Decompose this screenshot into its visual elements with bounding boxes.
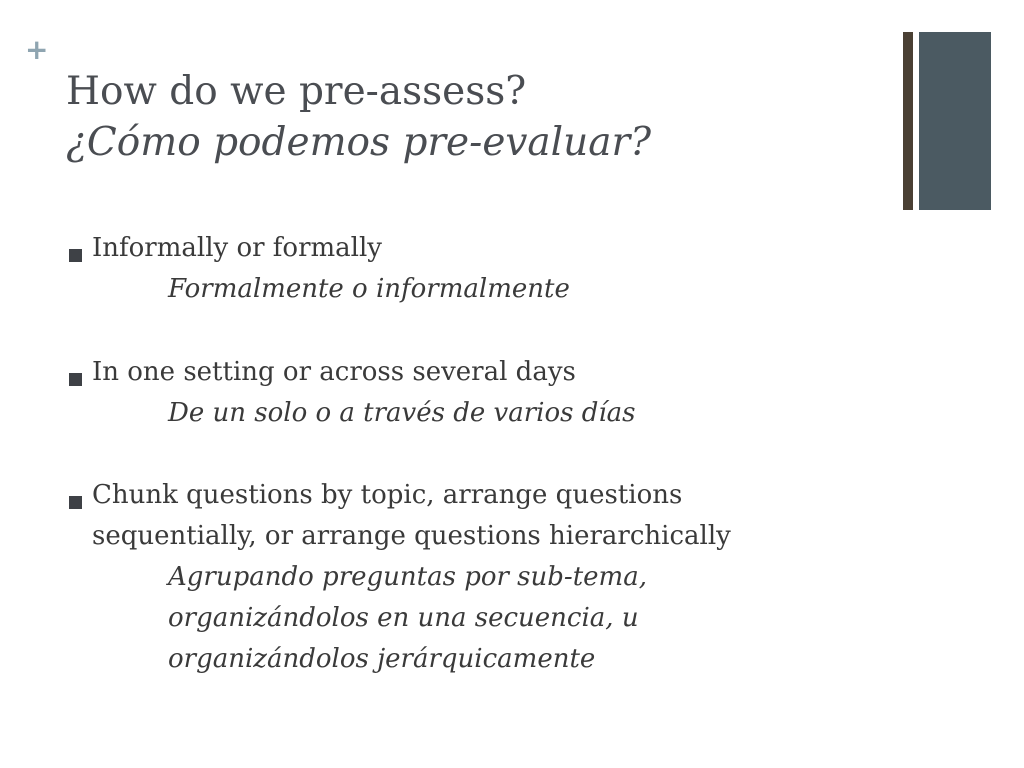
square-bullet-icon: [69, 249, 82, 262]
title-english: How do we pre-assess?: [66, 69, 527, 114]
plus-icon: +: [25, 33, 49, 66]
decorative-bar-thin: [903, 32, 913, 210]
bullet-text-spanish: Agrupando preguntas por sub-tema, organizándolos en una secuencia, u organizándolos jerárquicamente: [168, 562, 647, 674]
square-bullet-icon: [69, 496, 82, 509]
bullet-text-spanish: Formalmente o informalmente: [168, 274, 570, 304]
bullet-text-english: Chunk questions by topic, arrange questions sequentially, or arrange questions hierarchically: [92, 480, 731, 551]
title-spanish: ¿Cómo podemos pre-evaluar?: [66, 120, 652, 165]
square-bullet-icon: [69, 373, 82, 386]
decorative-bar-thick: [919, 32, 991, 210]
bullet-text-spanish: De un solo o a través de varios días: [168, 398, 636, 428]
slide-title: [66, 69, 652, 174]
bullet-text-english: In one setting or across several days: [92, 357, 576, 387]
bullet-text-english: Informally or formally: [92, 233, 382, 263]
